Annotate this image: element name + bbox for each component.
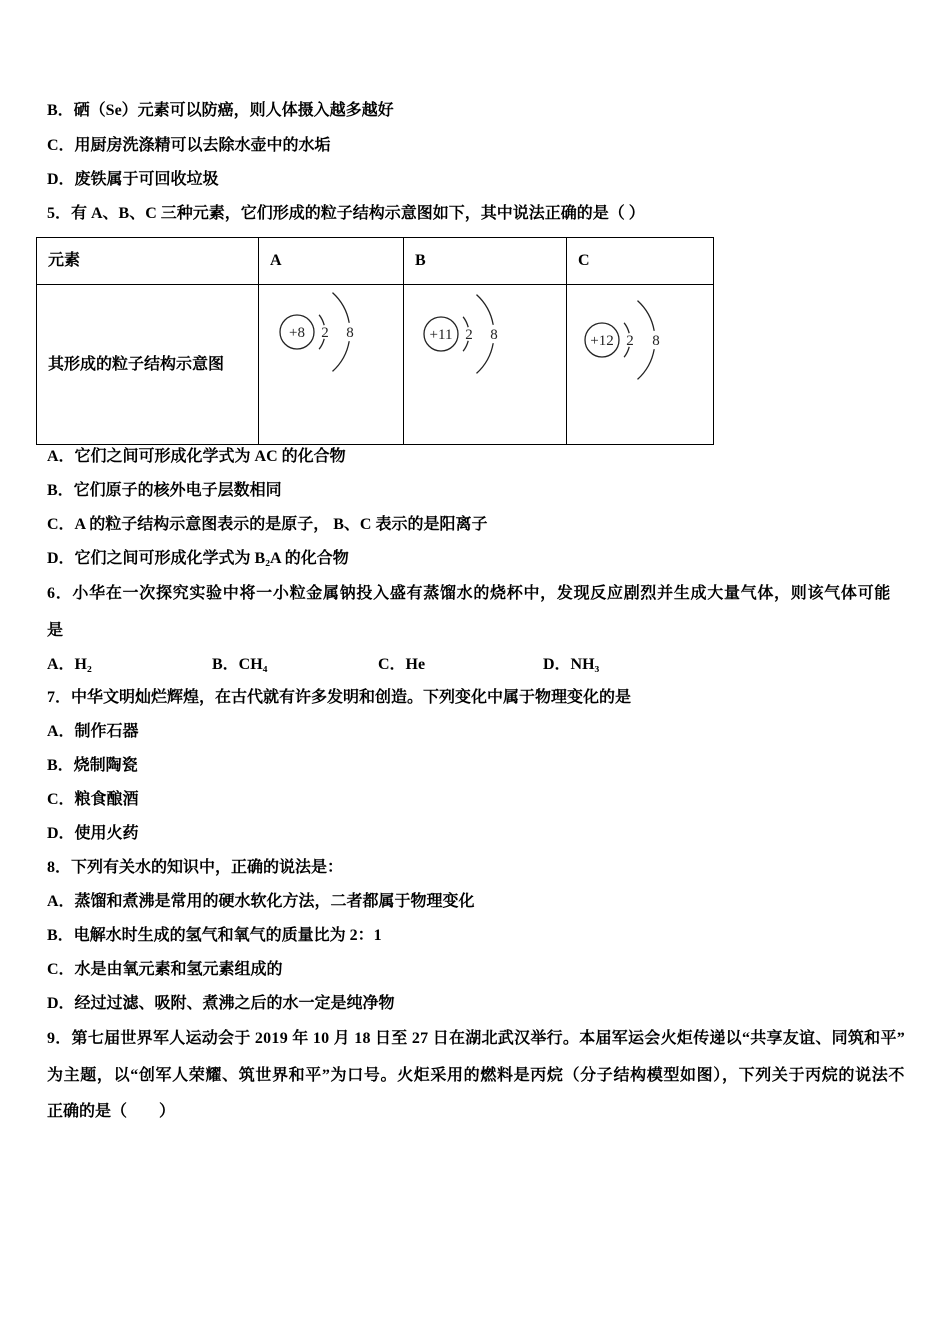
q6-stem-line-2: 是 bbox=[47, 622, 64, 639]
table-header-row bbox=[37, 238, 714, 285]
diagram-cell-c bbox=[567, 285, 714, 445]
element-table bbox=[36, 237, 714, 445]
inner-shell-arc-top bbox=[319, 315, 324, 325]
q6-option-a: A．H₂ bbox=[47, 656, 92, 673]
q5-stem: 5．有 A、B、C 三种元素，它们形成的粒子结构示意图如下，其中说法正确的是（ ） bbox=[47, 205, 645, 222]
q8-stem: 8．下列有关水的知识中，正确的说法是： bbox=[47, 859, 344, 876]
inner-shell-arc-top bbox=[463, 317, 468, 327]
table-header-b: B bbox=[404, 238, 567, 285]
table-row-label: 其形成的粒子结构示意图 bbox=[37, 285, 259, 445]
outer-shell-arc-top bbox=[638, 301, 655, 331]
q5-option-b: B．它们原子的核外电子层数相同 bbox=[47, 482, 282, 499]
q7-option-c: C．粮食酿酒 bbox=[47, 791, 139, 808]
q7-option-b: B．烧制陶瓷 bbox=[47, 757, 138, 774]
outer-shell-electron-count: 8 bbox=[490, 327, 498, 343]
nucleus-charge: +11 bbox=[429, 327, 453, 343]
diagram-cell-a bbox=[259, 285, 404, 445]
table-header-element: 元素 bbox=[37, 238, 259, 285]
q6-option-c: C．He bbox=[378, 656, 426, 673]
q7-stem: 7．中华文明灿烂辉煌，在古代就有许多发明和创造。下列变化中属于物理变化的是 bbox=[47, 689, 632, 706]
table-header-c: C bbox=[567, 238, 714, 285]
q6-stem-line-1: 6．小华在一次探究实验中将一小粒金属钠投入盛有蒸馏水的烧杯中，发现反应剧烈并生成大量气体，则该气体可能 bbox=[47, 585, 892, 602]
outer-shell-arc-bottom bbox=[638, 349, 655, 379]
particle-diagram-a bbox=[259, 285, 404, 443]
inner-shell-electron-count: 2 bbox=[321, 325, 329, 341]
nucleus-charge: +8 bbox=[289, 325, 305, 341]
q9-stem-line-2: 为主题，以“创军人荣耀、筑世界和平”为口号。火炬采用的燃料是丙烷（分子结构模型如图），下列关于丙烷的说法不 bbox=[47, 1067, 906, 1084]
outer-shell-arc-bottom bbox=[333, 341, 350, 371]
inner-shell-arc-top bbox=[624, 323, 629, 333]
table-diagram-row bbox=[37, 285, 714, 445]
outer-shell-arc-bottom bbox=[477, 343, 494, 373]
inner-shell-electron-count: 2 bbox=[626, 333, 634, 349]
particle-diagram-b bbox=[404, 285, 567, 443]
outer-shell-electron-count: 8 bbox=[652, 333, 660, 349]
q5-option-d: D．它们之间可形成化学式为 B₂A 的化合物 bbox=[47, 550, 349, 567]
q5-option-c: C．A 的粒子结构示意图表示的是原子， B、C 表示的是阳离子 bbox=[47, 516, 488, 533]
prev-option-d: D．废铁属于可回收垃圾 bbox=[47, 171, 219, 188]
q8-option-c: C．水是由氧元素和氢元素组成的 bbox=[47, 961, 283, 978]
particle-diagram-c bbox=[567, 285, 713, 443]
q5-option-a: A．它们之间可形成化学式为 AC 的化合物 bbox=[47, 448, 346, 465]
diagram-cell-b bbox=[404, 285, 567, 445]
q7-option-a: A．制作石器 bbox=[47, 723, 139, 740]
q7-option-d: D．使用火药 bbox=[47, 825, 139, 842]
q8-option-a: A．蒸馏和煮沸是常用的硬水软化方法，二者都属于物理变化 bbox=[47, 893, 475, 910]
q9-stem-line-3: 正确的是（ ） bbox=[47, 1103, 176, 1120]
nucleus-charge: +12 bbox=[590, 333, 614, 349]
table-header-a: A bbox=[259, 238, 404, 285]
outer-shell-electron-count: 8 bbox=[346, 325, 354, 341]
q9-stem-line-1: 9．第七届世界军人运动会于 2019 年 10 月 18 日至 27 日在湖北武汉举行。本届军运会火炬传递以“共享友谊、同筑和平” bbox=[47, 1030, 906, 1047]
q6-option-b: B．CH₄ bbox=[212, 656, 268, 673]
prev-option-c: C．用厨房洗涤精可以去除水壶中的水垢 bbox=[47, 137, 331, 154]
prev-option-b: B．硒（Se）元素可以防癌，则人体摄入越多越好 bbox=[47, 102, 394, 119]
q6-option-d: D．NH₃ bbox=[543, 656, 600, 673]
q8-option-d: D．经过过滤、吸附、煮沸之后的水一定是纯净物 bbox=[47, 995, 395, 1012]
inner-shell-electron-count: 2 bbox=[465, 327, 473, 343]
q8-option-b: B．电解水时生成的氢气和氧气的质量比为 2：1 bbox=[47, 927, 382, 944]
outer-shell-arc-top bbox=[333, 293, 350, 323]
outer-shell-arc-top bbox=[477, 295, 494, 325]
